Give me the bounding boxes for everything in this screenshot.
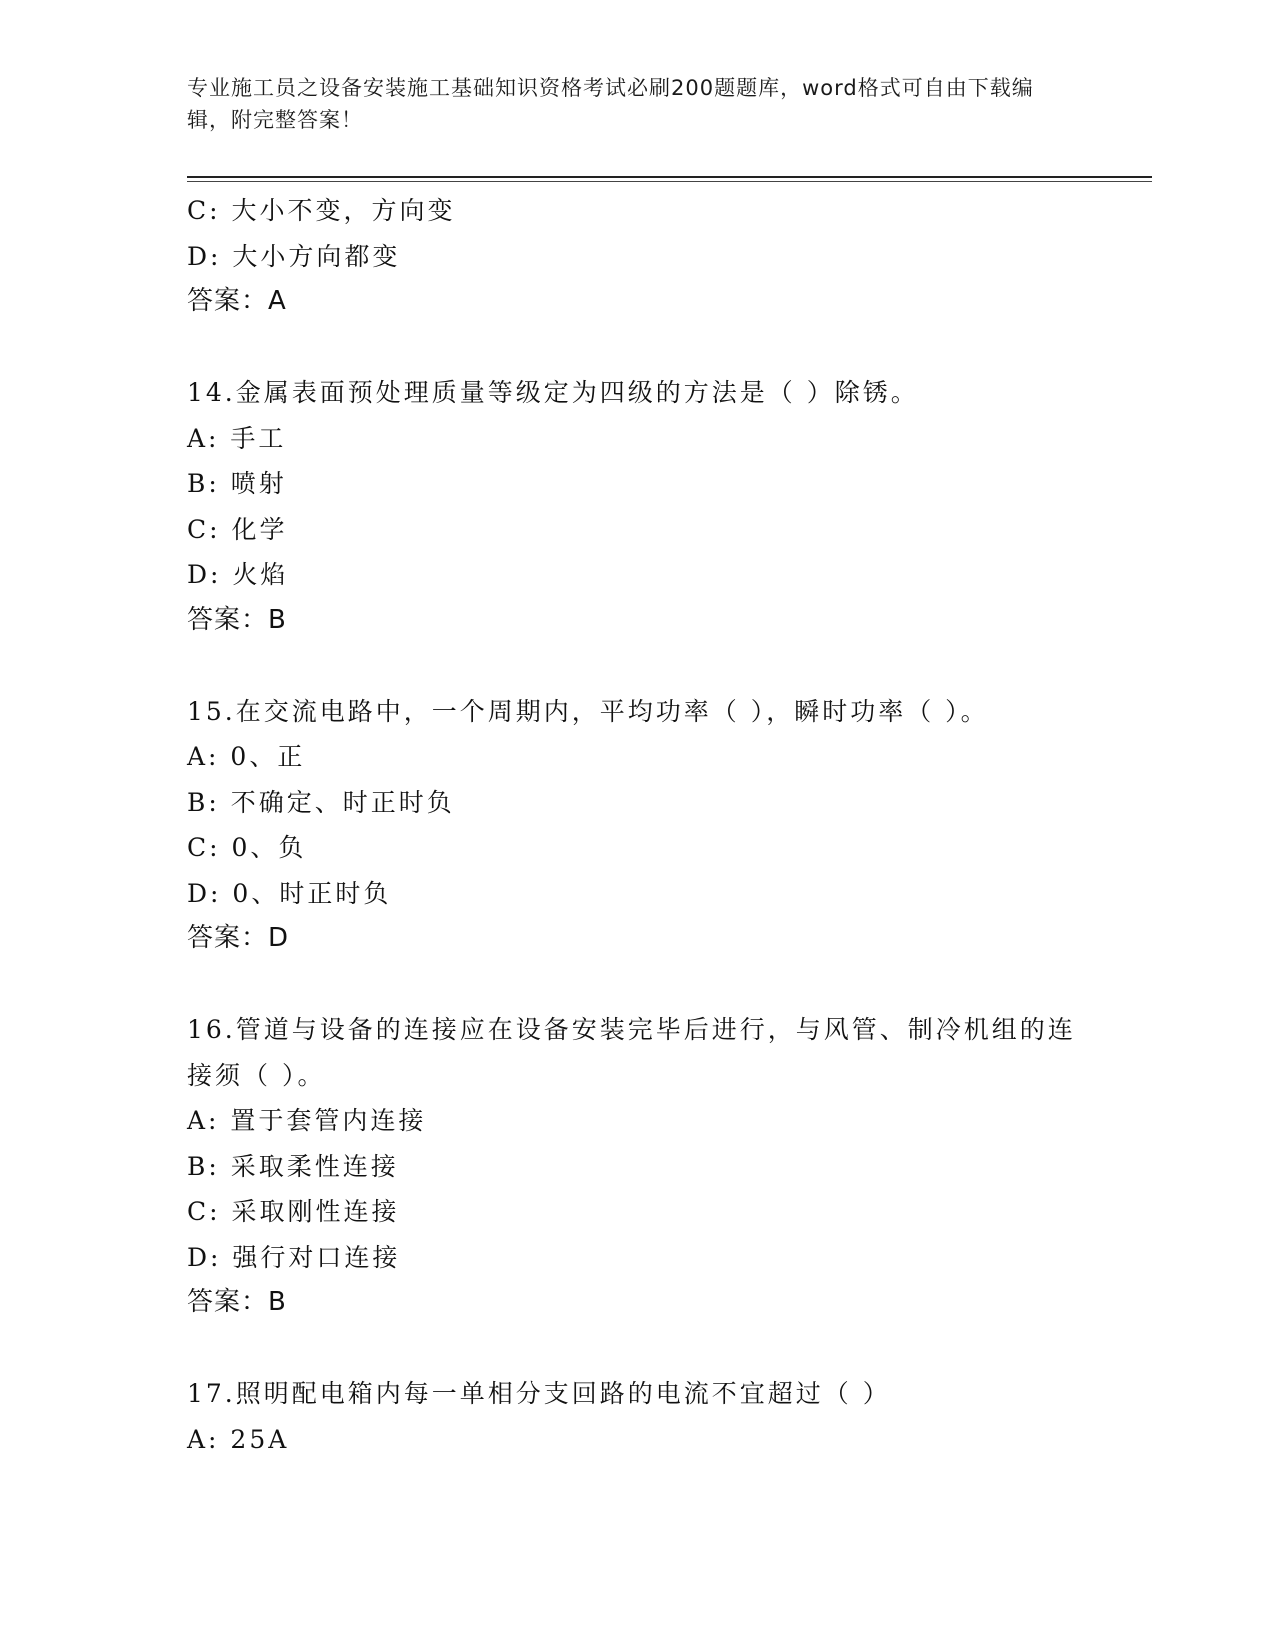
question-text: 16.管道与设备的连接应在设备安装完毕后进行，与风管、制冷机组的连接须（ ）。 <box>187 1015 1076 1090</box>
question-block-13 <box>187 188 1087 325</box>
question-text: 14.金属表面预处理质量等级定为四级的方法是（ ）除锈。 <box>187 378 919 407</box>
question-block-15 <box>187 689 1087 962</box>
spacer <box>187 325 1087 371</box>
option-c: C: 采取刚性连接 <box>187 1197 400 1226</box>
option-d: D: 0、时正时负 <box>187 878 392 908</box>
spacer <box>187 1326 1087 1372</box>
question-text: 15.在交流电路中，一个周期内，平均功率（ ），瞬时功率（ ）。 <box>187 696 989 726</box>
option-b: B: 不确定、时正时负 <box>187 787 455 817</box>
question-list <box>187 188 1087 1462</box>
option-a: A: 手工 <box>187 423 287 453</box>
option-a: A: 置于套管内连接 <box>187 1106 427 1135</box>
question-block-17 <box>187 1371 1087 1462</box>
option-d: D: 火焰 <box>187 560 289 589</box>
option-c: C: 0、负 <box>187 833 307 862</box>
answer-label: 答案：B <box>187 1287 287 1317</box>
answer-label: 答案：A <box>187 286 287 316</box>
option-a: A: 25A <box>187 1424 290 1454</box>
option-c: C: 化学 <box>187 514 288 544</box>
header-divider-thick <box>187 176 1152 178</box>
answer-label: 答案：B <box>187 604 287 635</box>
header-divider-thin <box>187 181 1152 182</box>
question-block-16 <box>187 1007 1087 1326</box>
option-b: B: 采取柔性连接 <box>187 1151 399 1181</box>
option-a: A: 0、正 <box>187 742 306 771</box>
spacer <box>187 962 1087 1008</box>
question-block-14 <box>187 370 1087 643</box>
option-d: D: 强行对口连接 <box>187 1242 401 1272</box>
spacer <box>187 643 1087 689</box>
document-header: 专业施工员之设备安装施工基础知识资格考试必刷200题题库，word格式可自由下载编辑，附完整答案！ <box>187 76 1034 132</box>
option-c: C: 大小不变，方向变 <box>187 196 456 225</box>
option-b: B: 喷射 <box>187 469 287 498</box>
option-d: D: 大小方向都变 <box>187 241 401 271</box>
question-text: 17.照明配电箱内每一单相分支回路的电流不宜超过（ ） <box>187 1379 891 1408</box>
answer-label: 答案：D <box>187 923 290 953</box>
